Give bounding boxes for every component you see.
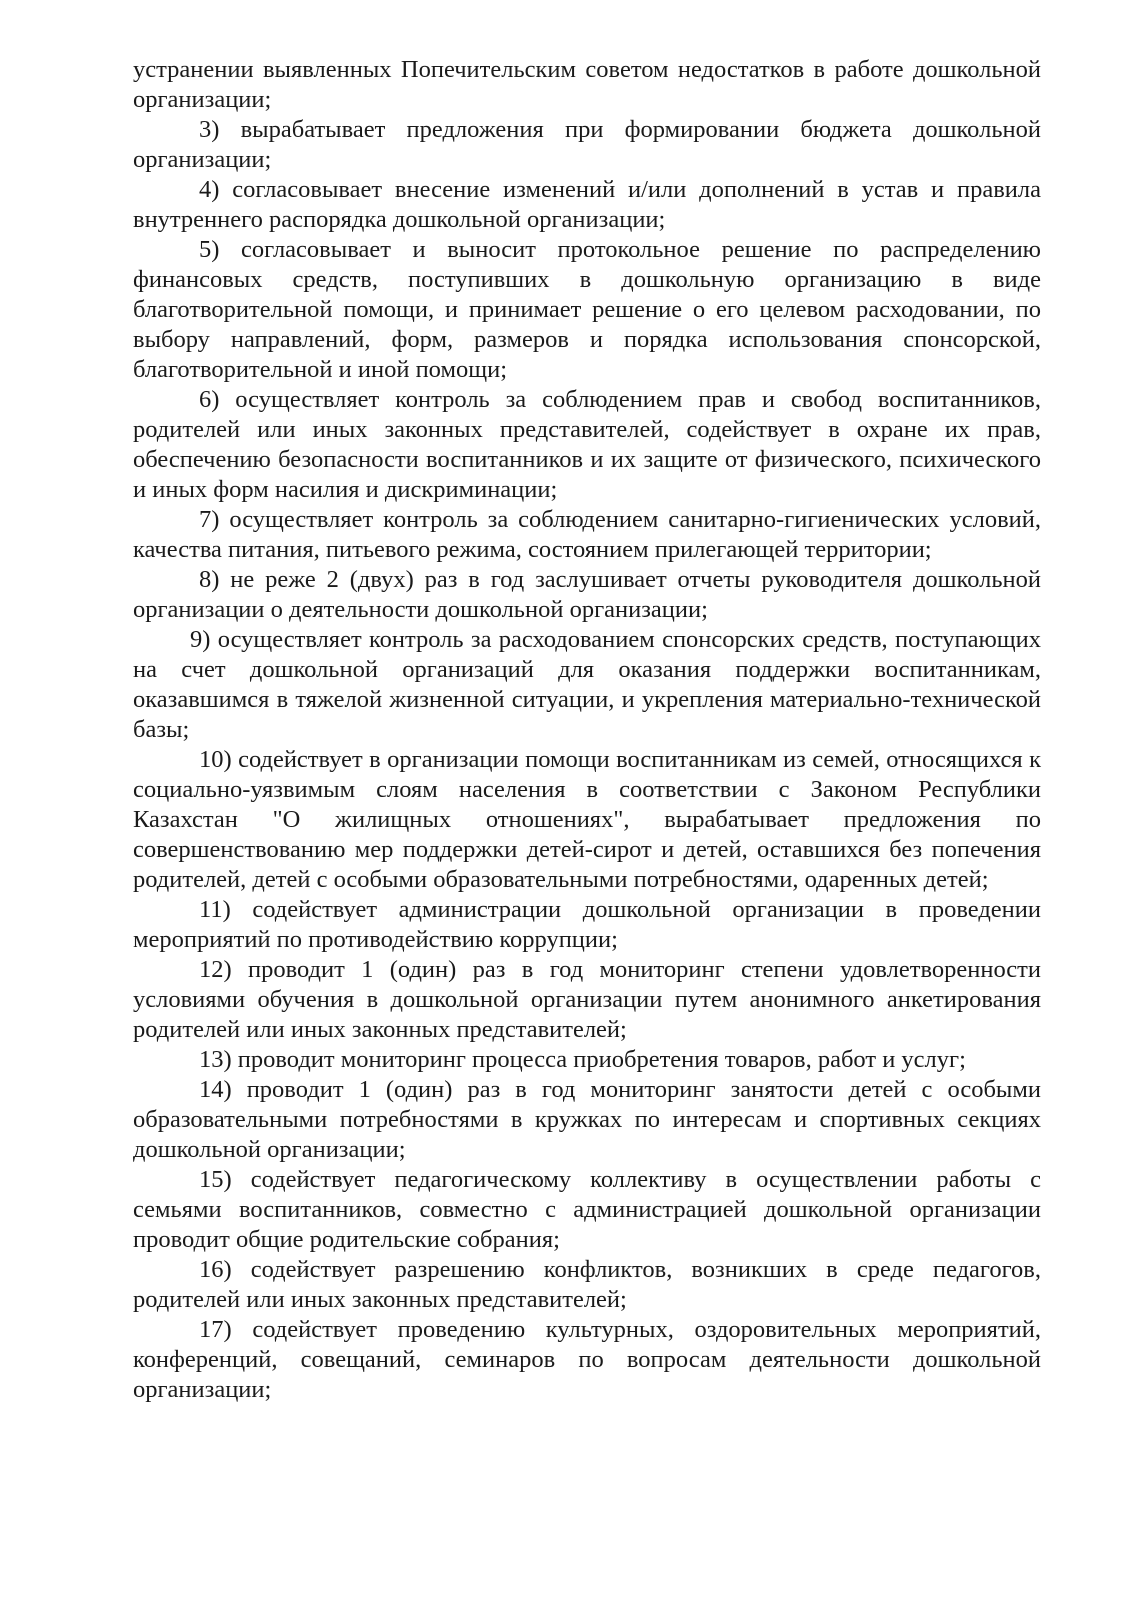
paragraph-item-16: 16) содействует разрешению конфликтов, возникших в среде педагогов, родителей или иных законных представителей;	[133, 1256, 1041, 1313]
paragraph-item-12: 12) проводит 1 (один) раз в год мониторинг степени удовлетворенности условиями обучения в дошкольной организации путем анонимного анкетирования родителей или иных законных представителей;	[133, 956, 1041, 1043]
paragraph-item-8: 8) не реже 2 (двух) раз в год заслушивает отчеты руководителя дошкольной организации о деятельности дошкольной организации;	[133, 566, 1041, 623]
paragraph-item-9: 9) осуществляет контроль за расходованием спонсорских средств, поступающих на счет дошкольной организаций для оказания поддержки воспитанникам, оказавшимся в тяжелой жизненной ситуации, и укрепления материально-технической базы;	[133, 626, 1041, 743]
paragraph-item-14: 14) проводит 1 (один) раз в год мониторинг занятости детей с особыми образовательными потребностями в кружках по интересам и спортивных секциях дошкольной организации;	[133, 1076, 1041, 1163]
paragraph-continuation: устранении выявленных Попечительским советом недостатков в работе дошкольной организации;	[133, 56, 1041, 113]
paragraph-item-7: 7) осуществляет контроль за соблюдением санитарно-гигиенических условий, качества питания, питьевого режима, состоянием прилегающей территории;	[133, 506, 1041, 563]
paragraph-item-5: 5) согласовывает и выносит протокольное решение по распределению финансовых средств, поступивших в дошкольную организацию в виде благотворительной помощи, и принимает решение о его целевом расходовании, по выбору направлений, форм, размеров и порядка использования спонсорской, благотворительной и иной помощи;	[133, 236, 1041, 383]
paragraph-item-4: 4) согласовывает внесение изменений и/или дополнений в устав и правила внутреннего распорядка дошкольной организации;	[133, 176, 1041, 233]
document-page	[133, 55, 1041, 1405]
paragraph-item-15: 15) содействует педагогическому коллективу в осуществлении работы с семьями воспитанников, совместно с администрацией дошкольной организации проводит общие родительские собрания;	[133, 1166, 1041, 1253]
paragraph-item-13: 13) проводит мониторинг процесса приобретения товаров, работ и услуг;	[199, 1046, 966, 1073]
paragraph-item-11: 11) содействует администрации дошкольной организации в проведении мероприятий по противодействию коррупции;	[133, 896, 1041, 953]
paragraph-item-6: 6) осуществляет контроль за соблюдением прав и свобод воспитанников, родителей или иных законных представителей, содействует в охране их прав, обеспечению безопасности воспитанников и их защите от физического, психического и иных форм насилия и дискриминации;	[133, 386, 1041, 503]
paragraph-item-17: 17) содействует проведению культурных, оздоровительных мероприятий, конференций, совещаний, семинаров по вопросам деятельности дошкольной организации;	[133, 1316, 1041, 1403]
paragraph-item-3: 3) вырабатывает предложения при формировании бюджета дошкольной организации;	[133, 116, 1041, 173]
paragraph-item-10: 10) содействует в организации помощи воспитанникам из семей, относящихся к социально-уязвимым слоям населения в соответствии с Законом Республики Казахстан "О жилищных отношениях", вырабатывает предложения по совершенствованию мер поддержки детей-сирот и детей, оставшихся без попечения родителей, детей с особыми образовательными потребностями, одаренных детей;	[133, 746, 1041, 893]
